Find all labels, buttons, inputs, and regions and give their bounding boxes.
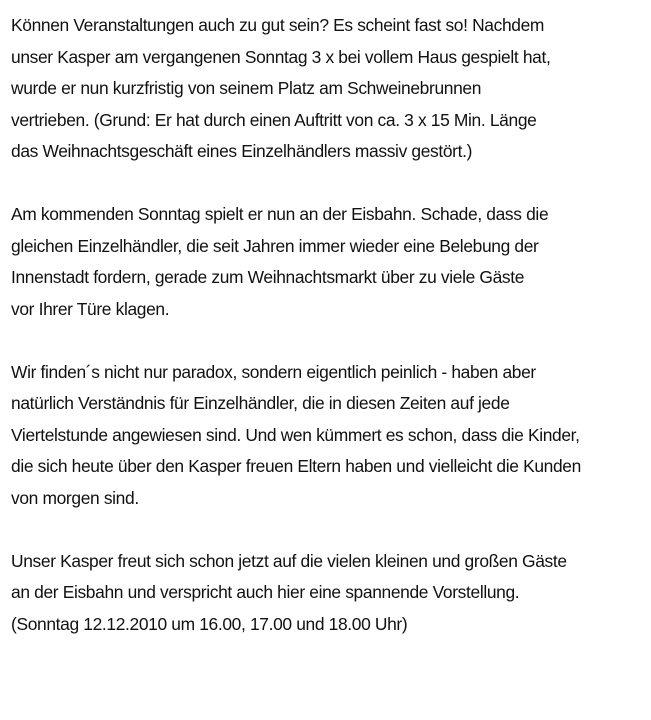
- text-line: das Weihnachtsgeschäft eines Einzelhändlers massiv gestört.): [11, 141, 473, 161]
- text-line: unser Kasper am vergangenen Sonntag 3 x bei vollem Haus gespielt hat,: [11, 46, 551, 67]
- paragraph-invitation: [11, 546, 641, 641]
- text-line: wurde er nun kurzfristig von seinem Platz am Schweinebrunnen: [11, 78, 482, 98]
- text-line: Am kommenden Sonntag spielt er nun an der Eisbahn. Schade, dass die: [11, 204, 549, 224]
- text-line: Innenstadt fordern, gerade zum Weihnachtsmarkt über zu viele Gäste: [11, 267, 525, 287]
- paragraph-closure-notice: [11, 10, 641, 168]
- text-line: vor Ihrer Türe klagen.: [11, 298, 170, 319]
- text-line: (Sonntag 12.12.2010 um 16.00, 17.00 und 18.00 Uhr): [11, 613, 408, 634]
- text-line: Viertelstunde angewiesen sind. Und wen kümmert es schon, dass die Kinder,: [11, 424, 580, 445]
- paragraph-new-location: [11, 199, 641, 325]
- text-line: die sich heute über den Kasper freuen Eltern haben und vielleicht die Kunden: [11, 456, 581, 476]
- text-line: vertrieben. (Grund: Er hat durch einen Auftritt von ca. 3 x 15 Min. Länge: [11, 109, 537, 130]
- text-line: Wir finden´s nicht nur paradox, sondern eigentlich peinlich - haben aber: [11, 361, 536, 382]
- text-line: gleichen Einzelhändler, die seit Jahren immer wieder eine Belebung der: [11, 235, 539, 256]
- text-line: Können Veranstaltungen auch zu gut sein? Es scheint fast so! Nachdem: [11, 15, 545, 35]
- paragraph-opinion: [11, 357, 641, 515]
- text-line: Unser Kasper freut sich schon jetzt auf die vielen kleinen und großen Gäste: [11, 550, 567, 571]
- text-line: an der Eisbahn und verspricht auch hier eine spannende Vorstellung.: [11, 582, 520, 602]
- text-line: natürlich Verständnis für Einzelhändler, die in diesen Zeiten auf jede: [11, 393, 510, 413]
- document-body: [11, 10, 641, 672]
- text-line: von morgen sind.: [11, 487, 139, 508]
